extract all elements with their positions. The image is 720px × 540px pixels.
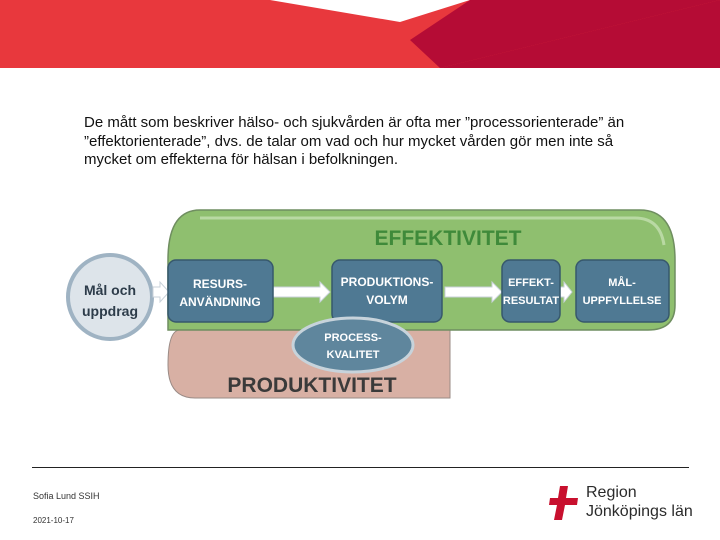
footer-date: 2021-10-17 (33, 516, 74, 525)
footer-author: Sofia Lund SSIH (33, 491, 100, 501)
goal-fulfilment-line1: MÅL- (608, 277, 636, 289)
footer-divider (32, 467, 689, 468)
goal-fulfilment-line2: UPPFYLLELSE (582, 295, 662, 307)
goals-line1: Mål och (83, 282, 137, 298)
production-volume-line2: VOLYM (366, 293, 408, 307)
effect-result-line2: RESULTAT (502, 295, 560, 307)
goal-fulfilment-box (576, 260, 669, 322)
effectiveness-label: EFFEKTIVITET (374, 227, 522, 250)
logo-line2: Jönköpings län (586, 503, 693, 520)
efficiency-diagram (60, 200, 680, 410)
production-volume-box (332, 260, 442, 322)
header-banner (0, 0, 720, 68)
effect-result-box (502, 260, 560, 322)
resource-use-line1: RESURS- (192, 277, 248, 291)
process-quality-ellipse (293, 318, 413, 372)
process-quality-line1: PROCESS- (324, 332, 382, 344)
effect-result-line1: EFFEKT- (508, 277, 554, 289)
region-cross-icon (548, 484, 584, 522)
resource-use-line2: ANVÄNDNING (179, 295, 261, 309)
body-paragraph: De mått som beskriver hälso- och sjukvården är ofta mer ”processorienterade” än ”effektorienterade”, dvs. de talar om vad och hur mycket vården gör men inte så mycket om effekterna för hälsan i befolkningen. (84, 114, 625, 168)
goals-line2: uppdrag (82, 303, 138, 319)
production-volume-line1: PRODUKTIONS- (340, 275, 434, 289)
process-quality-line2: KVALITET (326, 349, 380, 361)
logo-line1: Region (586, 484, 637, 501)
resource-use-box (168, 260, 273, 322)
productivity-label: PRODUKTIVITET (227, 374, 397, 397)
region-logo (548, 482, 698, 522)
